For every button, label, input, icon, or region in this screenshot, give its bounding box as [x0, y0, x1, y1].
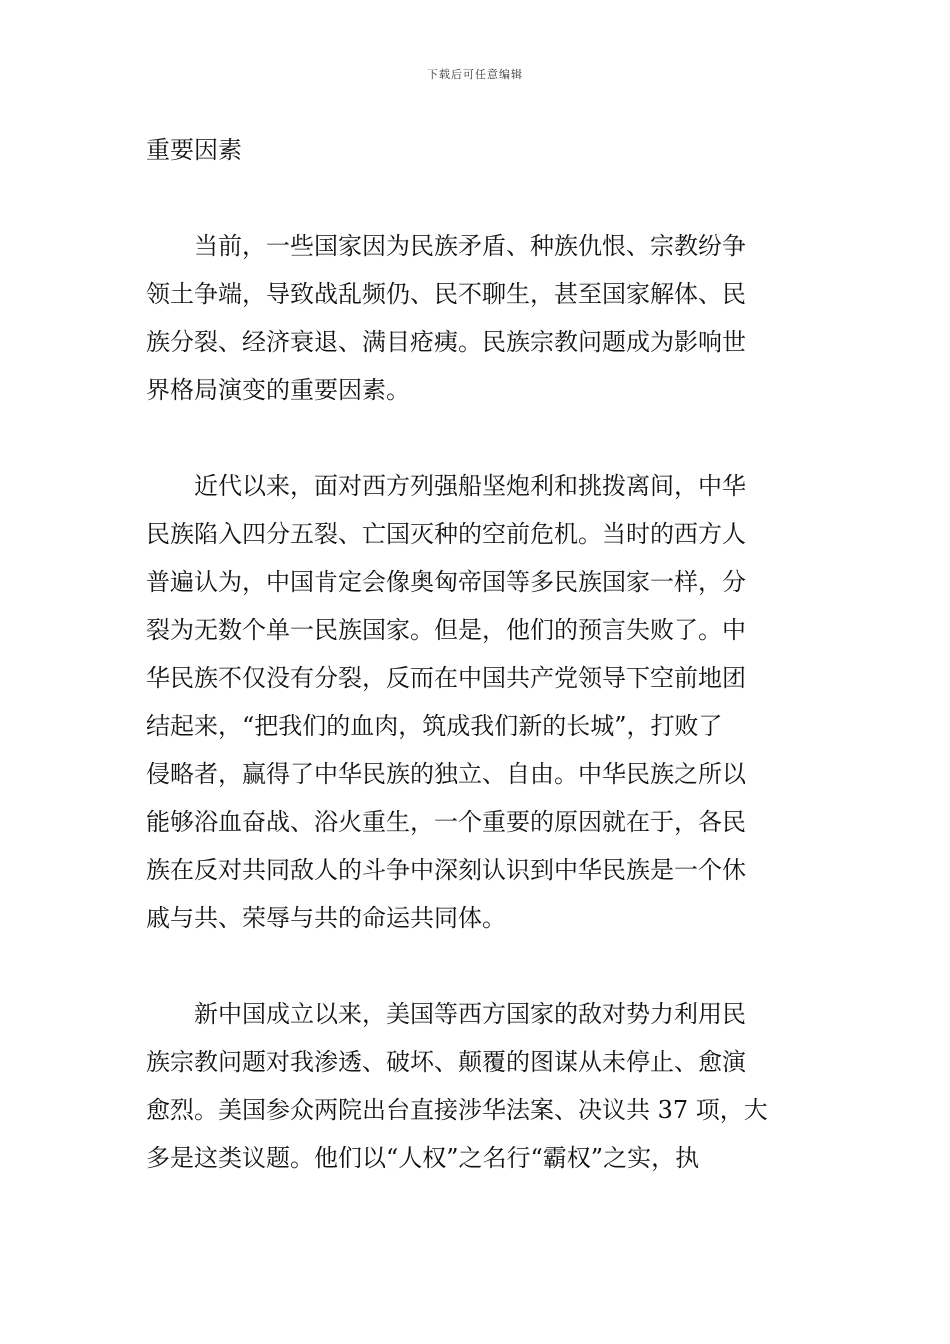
- paragraph-line: 能够浴血奋战、浴火重生，一个重要的原因就在于，各民: [146, 808, 746, 836]
- paragraph-line: 多是这类议题。他们以“人权”之名行“霸权”之实，执: [146, 1144, 700, 1172]
- paragraph-line: 近代以来，面对西方列强船坚炮利和挑拨离间，中华: [194, 472, 746, 500]
- paragraph-line: 戚与共、荣辱与共的命运共同体。: [146, 904, 506, 932]
- paragraph-line: 华民族不仅没有分裂，反而在中国共产党领导下空前地团: [146, 664, 746, 692]
- paragraph-line: 族在反对共同敌人的斗争中深刻认识到中华民族是一个休: [146, 856, 746, 884]
- paragraph-line: 族宗教问题对我渗透、破坏、颠覆的图谋从未停止、愈演: [146, 1048, 746, 1076]
- paragraph-3: [146, 990, 808, 1182]
- paragraph-1: [146, 222, 808, 414]
- blank-line: [146, 414, 808, 462]
- paragraph-line: 民族陷入四分五裂、亡国灭种的空前危机。当时的西方人: [146, 520, 746, 548]
- paragraph-line: 侵略者，赢得了中华民族的独立、自由。中华民族之所以: [146, 760, 746, 788]
- paragraph-line: 裂为无数个单一民族国家。但是，他们的预言失败了。中: [146, 616, 746, 644]
- paragraph-line: 普遍认为，中国肯定会像奥匈帝国等多民族国家一样，分: [146, 568, 746, 596]
- paragraph-line: 领土争端，导致战乱频仍、民不聊生，甚至国家解体、民: [146, 280, 746, 308]
- document-body: [146, 126, 808, 1182]
- paragraph-line: 新中国成立以来，美国等西方国家的敌对势力利用民: [194, 1000, 746, 1028]
- paragraph-line: 愈烈。美国参众两院出台直接涉华法案、决议共 37 项，大: [146, 1096, 768, 1124]
- blank-line: [146, 942, 808, 990]
- paragraph-line: 族分裂、经济衰退、满目疮痍。民族宗教问题成为影响世: [146, 328, 746, 356]
- page-header: 下载后可任意编辑: [427, 68, 523, 81]
- heading-line: 重要因素: [146, 136, 242, 164]
- paragraph-line: 当前，一些国家因为民族矛盾、种族仇恨、宗教纷争: [194, 232, 746, 260]
- paragraph-line: 界格局演变的重要因素。: [146, 376, 410, 404]
- paragraph-line: 结起来，“把我们的血肉，筑成我们新的长城”，打败了: [146, 712, 723, 740]
- paragraph-2: [146, 462, 808, 942]
- blank-line: [146, 174, 808, 222]
